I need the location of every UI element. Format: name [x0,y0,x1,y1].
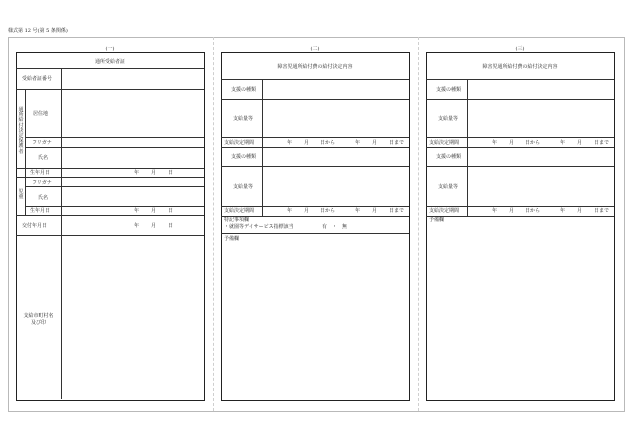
col3-period-year2-2: 年 [560,208,566,214]
issue-date-month: 月 [151,223,157,229]
col2-notes-label: 特記事項欄 [224,217,250,223]
child-birthdate-month: 月 [151,208,157,214]
col3-type-label-1: 支援の種類 [436,87,462,93]
col1-line [25,206,204,207]
col3-period-year2-1: 年 [560,140,566,146]
col2-type-label-1: 支援の種類 [231,87,257,93]
issue-date-day: 日 [168,223,174,229]
col3-period-label-2: 支給決定期間 [429,208,460,214]
col3-line [426,137,614,138]
birthdate-day: 日 [168,170,174,176]
recipient-number-value[interactable] [62,69,202,88]
col2-index: (二) [310,46,320,52]
col1-line [16,215,204,216]
birthdate-year: 年 [134,170,140,176]
col3-line [426,206,614,207]
col2-line [221,166,409,167]
col2-daycare-sep: ・ [332,224,338,230]
col3-index: (三) [515,46,525,52]
child-birthdate-label: 生年月日 [30,208,51,214]
col2-period-year-1: 年 [287,140,293,146]
child-group-label: 児童 [18,189,24,201]
col1-line [16,168,204,169]
col2-daycare-line: ・就園等デイサービス指標該当 [224,224,294,230]
col2-period-year2-1: 年 [355,140,361,146]
recipient-number-label: 受給者証番号 [22,76,53,82]
col2-reserve-label: 予備欄 [224,236,240,242]
child-birthdate-day: 日 [168,208,174,214]
col2-daycare-no[interactable]: 無 [342,224,348,230]
fold-line-2 [418,37,419,411]
birthdate-label: 生年月日 [30,170,51,176]
col1-title: 通所受給者証 [94,59,125,65]
col1-line [25,89,26,177]
child-furigana-label: フリガナ [32,180,52,186]
col3-line [426,216,614,217]
address-label: 居住地 [33,111,49,117]
municipality-label: 支給市町村名 [23,313,54,319]
col1-line [25,186,204,187]
col3-line [426,166,614,167]
col2-period-to-1: 日まで [389,140,405,146]
col2-period-from-2: 日から [320,208,336,214]
col3-amount-label-2: 支給量等 [438,184,459,190]
col1-line [25,177,26,215]
fold-line-1 [213,37,214,411]
col3-period-year-2: 年 [492,208,498,214]
col3-period-from-1: 日から [525,140,541,146]
col3-period-month2-1: 月 [577,140,583,146]
col2-daycare-yes[interactable]: 有 [322,224,328,230]
col2-line [221,99,409,100]
col2-period-month2-2: 月 [372,208,378,214]
furigana-label: フリガナ [32,140,52,146]
col3-period-month-1: 月 [509,140,515,146]
col3-period-year-1: 年 [492,140,498,146]
col3-line [426,99,614,100]
col2-period-year-2: 年 [287,208,293,214]
col2-period-from-1: 日から [320,140,336,146]
col2-period-label-1: 支給決定期間 [224,140,255,146]
col3-line [426,147,614,148]
col3-amount-label-1: 支給量等 [438,116,459,122]
col1-line [16,177,204,178]
col1-index: (一) [105,46,115,52]
col2-amount-label-1: 支給量等 [233,116,254,122]
col2-line [221,206,409,207]
child-birthdate-year: 年 [134,208,140,214]
col1-line [61,68,62,399]
col3-line [426,79,614,80]
municipality-seal-label: 及び印 [30,320,46,326]
col3-frame [426,52,615,401]
col3-period-to-2: 日まで [594,208,610,214]
col1-line [25,137,204,138]
col2-title: 障害児通所給付費の給付決定内容 [277,64,353,70]
birthdate-month: 月 [151,170,157,176]
form-number: 様式第 12 号(第 5 条関係) [8,28,68,34]
col2-line [221,147,409,148]
guardian-group-label: 通所給付決定保護者 [18,107,24,155]
col1-line [16,89,204,90]
col2-period-year2-2: 年 [355,208,361,214]
col3-reserve-label: 予備欄 [429,217,445,223]
col2-period-month-1: 月 [304,140,310,146]
col3-title: 障害児通所給付費の給付決定内容 [482,64,558,70]
col2-period-label-2: 支給決定期間 [224,208,255,214]
col3-period-from-2: 日から [525,208,541,214]
col2-period-month2-1: 月 [372,140,378,146]
col2-type-label-2: 支援の種類 [231,154,257,160]
col3-period-month2-2: 月 [577,208,583,214]
col2-period-month-2: 月 [304,208,310,214]
name-label: 氏名 [38,155,49,161]
col3-period-label-1: 支給決定期間 [429,140,460,146]
col1-line [16,235,204,236]
col2-line [221,233,409,234]
col2-period-to-2: 日まで [389,208,405,214]
col3-type-label-2: 支援の種類 [436,154,462,160]
col2-line [221,216,409,217]
col2-line [221,137,409,138]
child-name-label: 氏名 [38,195,49,201]
issue-date-label: 交付年月日 [22,223,48,229]
col1-line [25,147,204,148]
issue-date-year: 年 [134,223,140,229]
col2-line [221,79,409,80]
col3-period-to-1: 日まで [594,140,610,146]
col3-period-month-2: 月 [509,208,515,214]
col2-amount-label-2: 支給量等 [233,184,254,190]
